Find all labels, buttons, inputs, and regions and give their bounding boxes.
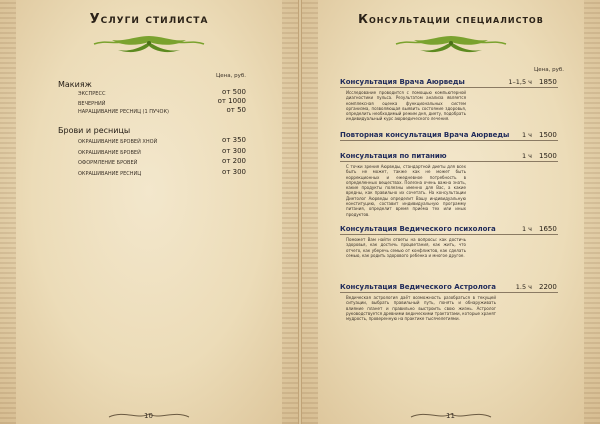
service-name: Консультация по питанию <box>340 152 447 160</box>
menu-item-price: от 50 <box>226 106 246 114</box>
menu-item-price: от 300 <box>222 147 246 155</box>
service-name: Повторная консультация Врача Аюрведы <box>340 131 510 139</box>
category-title: Брови и ресницы <box>58 126 131 135</box>
menu-item-label: ЭКСПРЕСС <box>78 91 106 97</box>
divider <box>340 234 558 235</box>
left-page-title: Услуги стилиста <box>89 12 209 27</box>
category-title: Макияж <box>58 80 92 89</box>
service-description: С точки зрения Аюрведы, стандартной диеты для всех быть не может, также как не может быть коррекционных и ежедневное потребность в определенных веществах. Полезна очень важна знать, какие продукты полезны именно для Вас, а какие вредны, как правильно их сочетать. На консультации Диетолог Аюрведы определит Вашу индивидуальную конституцию, составит индивидуальную программу питания, определит время приёма тех или иных продуктов. <box>346 164 466 217</box>
service-name: Консультация Ведического психолога <box>340 225 496 233</box>
right-page-title: Консультации специалистов <box>358 12 544 26</box>
menu-item-price: от 350 <box>222 136 246 144</box>
left-page <box>0 0 298 424</box>
service-price: 1850 <box>539 78 557 86</box>
divider <box>340 87 558 88</box>
service-price: 1650 <box>539 225 557 233</box>
page-number: 11 <box>446 412 455 420</box>
divider <box>340 140 558 141</box>
divider <box>340 161 558 162</box>
divider <box>340 292 558 293</box>
service-price: 1500 <box>539 131 557 139</box>
price-header: Цена, руб. <box>216 73 247 79</box>
menu-item-label: ОКРАШИВАНИЕ БРОВЕЙ <box>78 150 141 156</box>
leaf-ornament-icon <box>376 32 526 56</box>
service-duration: 1–1,5 ч <box>508 78 532 86</box>
menu-item-label: НАРАЩИВАНИЕ РЕСНИЦ (1 ПУЧОК) <box>78 109 169 115</box>
menu-item-price: от 1000 <box>217 97 246 105</box>
price-header: Цена, руб. <box>534 67 565 73</box>
service-name: Консультация Ведического Астролога <box>340 283 497 291</box>
menu-item-label: ВЕЧЕРНИЙ <box>78 101 106 107</box>
service-description: Поможет Вам найти ответы на вопросы: как достичь здоровья, как достичь процветания, как жить, что отчего, как уберечь семью от конфликтов, как сделать семью, как родить здорового ребенка и многое другое. <box>346 237 466 258</box>
service-description: Ведическая астрология даёт возможность разобраться в текущей ситуации, выбрать правильный путь, понять и обнаруживать влияние планет и правильно выстроить свою жизнь. Астролог руководствуется древними ведическими трактатами, которые хранят мудрость, проверенную на практике тысячелетиями. <box>346 295 496 322</box>
right-page <box>302 0 600 424</box>
service-price: 2200 <box>539 283 557 291</box>
page-number: 10 <box>144 412 153 420</box>
service-duration: 1 ч <box>521 131 532 139</box>
menu-item-price: от 300 <box>222 168 246 176</box>
service-duration: 1 ч <box>521 225 532 233</box>
menu-item-label: ОФОРМЛЕНИЕ БРОВЕЙ <box>78 160 138 166</box>
service-duration: 1.5 ч <box>515 283 532 291</box>
menu-item-label: ОКРАШИВАНИЕ РЕСНИЦ <box>78 171 142 177</box>
service-price: 1500 <box>539 152 557 160</box>
menu-item-price: от 200 <box>222 157 246 165</box>
leaf-ornament-icon <box>74 32 224 56</box>
service-duration: 1 ч <box>521 152 532 160</box>
service-name: Консультация Врача Аюрведы <box>340 78 465 86</box>
service-description: Исследование проводится с помощью компьютерной диагностики пульса. Результатом анализа является комплексная оценка функциональных систем организма, позволяющая выявить состояние здоровья, определить необходимый режим дня, диету, подобрать индивидуальный курс аюрведического лечения. <box>346 90 466 122</box>
menu-item-label: ОКРАШИВАНИЕ БРОВЕЙ ХНОЙ <box>78 139 158 145</box>
menu-item-price: от 500 <box>222 88 246 96</box>
